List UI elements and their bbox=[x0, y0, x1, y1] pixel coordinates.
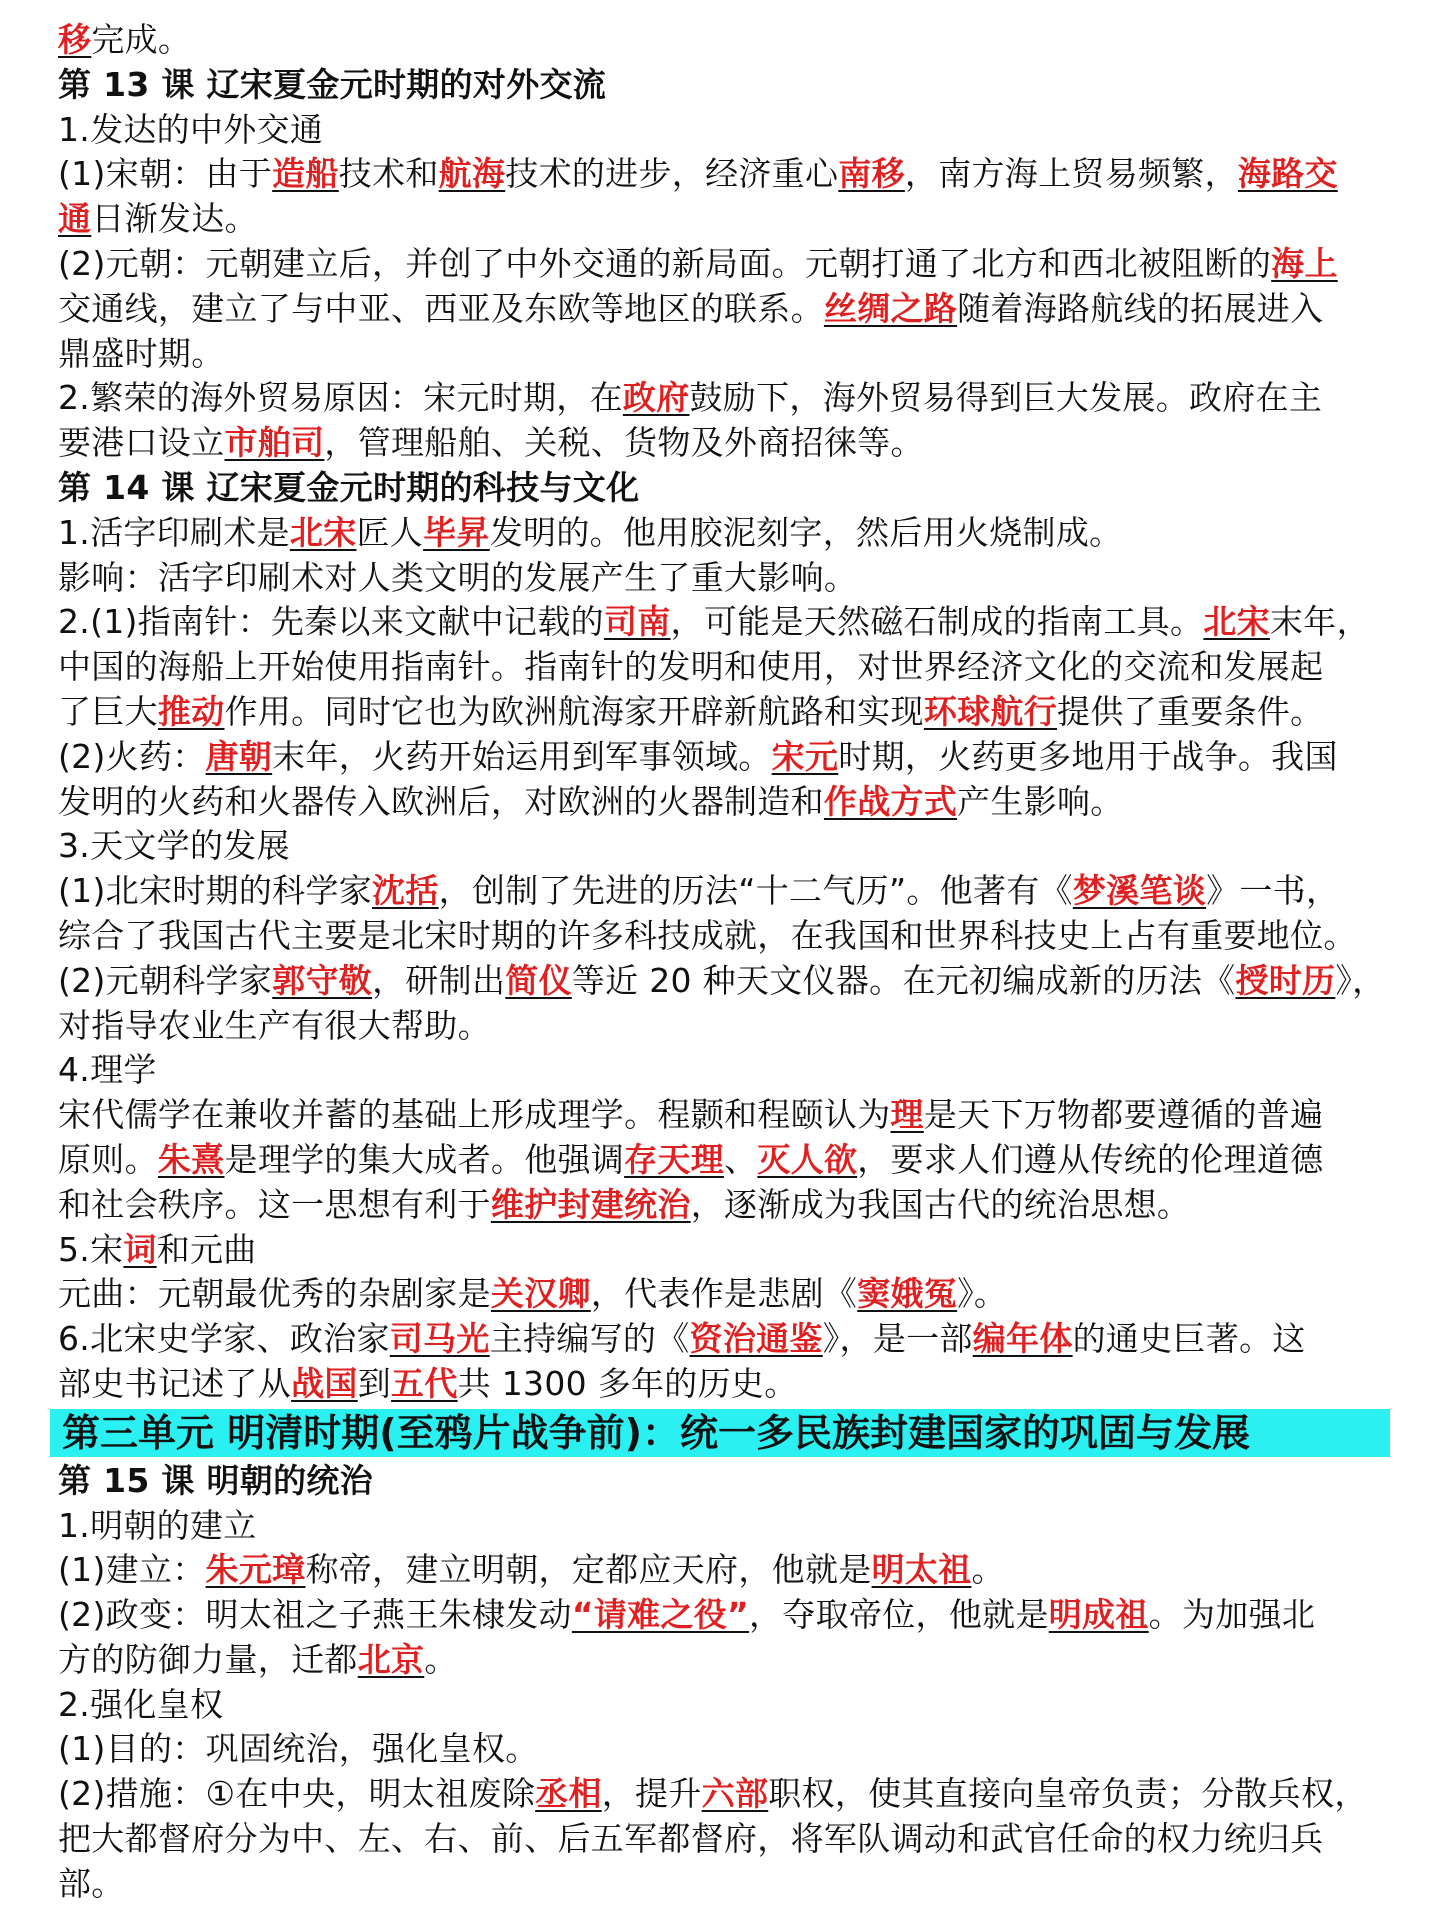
text-line bbox=[58, 287, 1394, 332]
text-segment: 日渐发达。 bbox=[91, 199, 258, 239]
keyword-highlight: 推动 bbox=[157, 691, 225, 731]
text-segment: 6.北宋史学家、政治家 bbox=[58, 1319, 390, 1359]
text-segment: 1.明朝的建立 bbox=[58, 1505, 257, 1545]
text-segment: 等近 20 种天文仪器。在元初编成新的历法《 bbox=[571, 960, 1236, 1000]
keyword-highlight: 南移 bbox=[838, 154, 905, 194]
lesson-heading bbox=[58, 1459, 1394, 1504]
text-segment: 2.(1)指南针：先秦以来文献中记载的 bbox=[58, 602, 604, 642]
text-segment: 随着海路航线的拓展进入 bbox=[957, 288, 1324, 328]
text-line bbox=[58, 1317, 1394, 1362]
text-segment: 2.繁荣的海外贸易原因：宋元时期，在 bbox=[58, 378, 623, 418]
text-segment: 是天下万物都要遵循的普遍 bbox=[923, 1095, 1324, 1135]
text-segment: 主持编写的《 bbox=[489, 1319, 690, 1359]
text-segment: 了巨大 bbox=[58, 691, 158, 731]
keyword-highlight: 北宋 bbox=[289, 512, 357, 552]
text-segment: ，南方海上贸易频繁， bbox=[904, 154, 1238, 194]
keyword-highlight: 词 bbox=[123, 1229, 157, 1269]
keyword-highlight: 存天理 bbox=[624, 1139, 725, 1179]
text-segment: 2.强化皇权 bbox=[58, 1684, 224, 1724]
keyword-highlight: 窦娥冤 bbox=[857, 1274, 958, 1314]
keyword-highlight: 授时历 bbox=[1235, 960, 1336, 1000]
keyword-highlight: 丝绸之路 bbox=[823, 288, 958, 328]
text-line bbox=[58, 1772, 1394, 1817]
keyword-highlight: 司南 bbox=[603, 602, 671, 642]
keyword-highlight: 丞相 bbox=[535, 1774, 602, 1814]
text-segment: 的通史巨著。这 bbox=[1072, 1319, 1306, 1359]
keyword-highlight: 移 bbox=[58, 20, 92, 59]
keyword-highlight: 海上 bbox=[1271, 243, 1338, 283]
lesson-heading bbox=[58, 466, 1394, 511]
text-segment: 称帝，建立明朝，定都应天府，他就是 bbox=[305, 1550, 872, 1590]
text-segment: 把大都督府分为中、左、右、前、后五军都督府，将军队调动和武官任命的权力统归兵 bbox=[58, 1819, 1324, 1859]
text-segment: (2)措施：①在中央，明太祖废除 bbox=[58, 1774, 536, 1814]
text-segment: 产生影响。 bbox=[957, 781, 1124, 821]
keyword-highlight: 造船 bbox=[272, 154, 339, 194]
text-segment: 和元曲 bbox=[156, 1229, 257, 1269]
keyword-highlight: 政府 bbox=[622, 378, 690, 418]
text-line bbox=[58, 1727, 1394, 1772]
text-line bbox=[58, 108, 1394, 153]
text-segment: ，研制出 bbox=[372, 960, 506, 1000]
text-line bbox=[58, 421, 1394, 466]
text-segment: 。为加强北 bbox=[1148, 1595, 1316, 1635]
keyword-highlight: 理 bbox=[890, 1095, 924, 1135]
text-segment: 综合了我国古代主要是北宋时期的许多科技成就，在我国和世界科技史上占有重要地位。 bbox=[58, 915, 1357, 955]
text-segment: 末年，火药开始运用到军事领域。 bbox=[272, 736, 772, 776]
keyword-highlight: 郭守敬 bbox=[272, 960, 373, 1000]
text-line bbox=[58, 914, 1394, 959]
text-line bbox=[58, 376, 1394, 421]
text-line bbox=[58, 824, 1394, 869]
text-line bbox=[58, 735, 1394, 780]
text-segment: (1)北宋时期的科学家 bbox=[58, 871, 373, 911]
text-segment: 发明的。他用胶泥刻字，然后用火烧制成。 bbox=[489, 512, 1123, 552]
text-segment: ，要求人们遵从传统的伦理道德 bbox=[857, 1139, 1324, 1179]
text-segment: (2)火药： bbox=[58, 736, 206, 776]
keyword-highlight: 六部 bbox=[701, 1774, 769, 1814]
text-line bbox=[58, 600, 1394, 645]
text-line bbox=[58, 1138, 1394, 1183]
keyword-highlight: 梦溪笔谈 bbox=[1072, 871, 1207, 911]
text-line bbox=[58, 780, 1394, 825]
text-segment: 时期，火药更多地用于战争。我国 bbox=[838, 736, 1338, 776]
text-line bbox=[58, 1228, 1394, 1273]
text-segment: 匠人 bbox=[356, 512, 424, 552]
keyword-highlight: 毕昇 bbox=[423, 512, 490, 552]
text-segment: 第 14 课 辽宋夏金元时期的科技与文化 bbox=[58, 467, 640, 507]
text-segment: 是理学的集大成者。他强调 bbox=[224, 1139, 625, 1179]
text-line bbox=[58, 197, 1394, 242]
text-segment: 中国的海船上开始使用指南针。指南针的发明和使用，对世界经济文化的交流和发展起 bbox=[58, 647, 1324, 687]
keyword-highlight: 简仪 bbox=[505, 960, 572, 1000]
text-line bbox=[58, 1683, 1394, 1728]
text-line bbox=[58, 242, 1394, 287]
text-segment: ，夺取帝位，他就是 bbox=[749, 1595, 1049, 1635]
keyword-highlight: 维护封建统治 bbox=[490, 1184, 691, 1224]
keyword-highlight: 资治通鉴 bbox=[689, 1319, 823, 1359]
keyword-highlight: 明太祖 bbox=[871, 1550, 972, 1590]
text-segment: 鼓励下，海外贸易得到巨大发展。政府在主 bbox=[689, 378, 1323, 418]
text-line bbox=[58, 556, 1394, 601]
text-segment: 1.活字印刷术是 bbox=[58, 512, 290, 552]
text-line bbox=[58, 1048, 1394, 1093]
text-line bbox=[58, 511, 1394, 556]
keyword-highlight: 通 bbox=[58, 199, 92, 239]
keyword-highlight: 航海 bbox=[438, 154, 506, 194]
text-segment: 技术和 bbox=[338, 154, 439, 194]
text-segment: 完成。 bbox=[91, 20, 192, 59]
text-segment: (1)目的：巩固统治，强化皇权。 bbox=[58, 1729, 539, 1769]
keyword-highlight: 北宋 bbox=[1203, 602, 1270, 642]
text-segment: 4.理学 bbox=[58, 1050, 157, 1090]
text-segment: 共 1300 多年的历史。 bbox=[457, 1363, 798, 1403]
text-segment: 原则。 bbox=[58, 1139, 158, 1179]
text-line bbox=[58, 1362, 1394, 1407]
text-line bbox=[58, 1504, 1394, 1549]
text-segment: 部。 bbox=[58, 1863, 125, 1903]
text-segment: ，逐渐成为我国古代的统治思想。 bbox=[690, 1184, 1191, 1224]
keyword-highlight: 唐朝 bbox=[205, 736, 273, 776]
keyword-highlight: 环球航行 bbox=[923, 691, 1058, 731]
text-segment: 末年， bbox=[1269, 602, 1370, 642]
text-segment: 方的防御力量，迁都 bbox=[58, 1639, 358, 1679]
text-segment: ，提升 bbox=[601, 1774, 702, 1814]
text-segment: 要港口设立 bbox=[58, 423, 225, 463]
text-segment: 》， bbox=[1335, 960, 1386, 1000]
text-segment: 5.宋 bbox=[58, 1229, 124, 1269]
text-segment: ，可能是天然磁石制成的指南工具。 bbox=[670, 602, 1204, 642]
keyword-highlight: 朱元璋 bbox=[205, 1550, 306, 1590]
text-segment: ，创制了先进的历法“十二气历”。他著有《 bbox=[438, 871, 1073, 911]
text-segment: 宋代儒学在兼收并蓄的基础上形成理学。程颢和程颐认为 bbox=[58, 1095, 891, 1135]
text-segment: 发明的火药和火器传入欧洲后，对欧洲的火器制造和 bbox=[58, 781, 824, 821]
text-segment: 》。 bbox=[957, 1274, 1008, 1314]
unit-banner bbox=[50, 1409, 1390, 1457]
text-segment: 第三单元 明清时期(至鸦片战争前)：统一多民族封建国家的巩固与发展 bbox=[62, 1410, 1250, 1455]
keyword-highlight: 战国 bbox=[291, 1363, 358, 1403]
text-line bbox=[58, 1593, 1394, 1638]
text-line bbox=[58, 645, 1394, 690]
text-segment: 和社会秩序。这一思想有利于 bbox=[58, 1184, 491, 1224]
text-segment: ，代表作是悲剧《 bbox=[590, 1274, 858, 1314]
keyword-highlight: 市舶司 bbox=[224, 423, 325, 463]
text-segment: 1.发达的中外交通 bbox=[58, 109, 324, 149]
text-segment: 对指导农业生产有很大帮助。 bbox=[58, 1005, 491, 1045]
text-segment: (2)元朝：元朝建立后，并创了中外交通的新局面。元朝打通了北方和西北被阻断的 bbox=[58, 243, 1272, 283]
text-line bbox=[58, 1638, 1394, 1683]
keyword-highlight: 宋元 bbox=[771, 736, 839, 776]
text-segment: ，管理船舶、关税、货物及外商招徕等。 bbox=[324, 423, 924, 463]
keyword-highlight: 朱熹 bbox=[157, 1139, 225, 1179]
text-line bbox=[58, 959, 1394, 1004]
text-line bbox=[58, 1183, 1394, 1228]
keyword-highlight: 作战方式 bbox=[823, 781, 958, 821]
text-line bbox=[58, 1093, 1394, 1138]
keyword-highlight: 沈括 bbox=[372, 871, 439, 911]
text-segment: 鼎盛时期。 bbox=[58, 333, 225, 373]
text-segment: 到 bbox=[357, 1363, 392, 1403]
text-segment: 》一书， bbox=[1206, 871, 1340, 911]
text-line bbox=[58, 18, 1394, 63]
keyword-highlight: 灭人欲 bbox=[757, 1139, 858, 1179]
keyword-highlight: “请难之役” bbox=[571, 1595, 750, 1635]
text-segment: 第 13 课 辽宋夏金元时期的对外交流 bbox=[58, 64, 607, 104]
keyword-highlight: 明成祖 bbox=[1048, 1595, 1149, 1635]
text-segment: (1)建立： bbox=[58, 1550, 206, 1590]
keyword-highlight: 五代 bbox=[391, 1363, 458, 1403]
text-line bbox=[58, 1862, 1394, 1907]
text-segment: (2)元朝科学家 bbox=[58, 960, 273, 1000]
text-segment: 3.天文学的发展 bbox=[58, 826, 290, 866]
text-segment: 。 bbox=[424, 1639, 458, 1679]
text-segment: 》，是一部 bbox=[822, 1319, 973, 1359]
text-line bbox=[58, 332, 1394, 377]
text-line bbox=[58, 1272, 1394, 1317]
keyword-highlight: 北京 bbox=[357, 1639, 425, 1679]
text-segment: 交通线，建立了与中亚、西亚及东欧等地区的联系。 bbox=[58, 288, 824, 328]
text-line bbox=[58, 1548, 1394, 1593]
keyword-highlight: 编年体 bbox=[972, 1319, 1073, 1359]
lesson-heading bbox=[58, 63, 1394, 108]
text-line bbox=[58, 869, 1394, 914]
text-line bbox=[58, 152, 1394, 197]
text-segment: (1)宋朝：由于 bbox=[58, 154, 273, 194]
text-segment: 影响：活字印刷术对人类文明的发展产生了重大影响。 bbox=[58, 557, 858, 597]
text-segment: 元曲：元朝最优秀的杂剧家是 bbox=[58, 1274, 491, 1314]
text-segment: 。 bbox=[971, 1550, 1005, 1590]
document-page bbox=[58, 18, 1394, 1907]
text-line bbox=[58, 1817, 1394, 1862]
text-segment: 第 15 课 明朝的统治 bbox=[58, 1460, 373, 1500]
text-segment: 提供了重要条件。 bbox=[1057, 691, 1324, 731]
text-line bbox=[58, 690, 1394, 735]
text-segment: 部史书记述了从 bbox=[58, 1363, 292, 1403]
keyword-highlight: 关汉卿 bbox=[490, 1274, 591, 1314]
keyword-highlight: 司马光 bbox=[389, 1319, 490, 1359]
keyword-highlight: 海路交 bbox=[1237, 154, 1338, 194]
text-segment: 技术的进步，经济重心 bbox=[505, 154, 839, 194]
text-segment: 作用。同时它也为欧洲航海家开辟新航路和实现 bbox=[224, 691, 924, 731]
text-line bbox=[58, 1004, 1394, 1049]
text-segment: 、 bbox=[724, 1139, 758, 1179]
text-segment: 职权，使其直接向皇帝负责；分散兵权， bbox=[768, 1774, 1368, 1814]
text-segment: (2)政变：明太祖之子燕王朱棣发动 bbox=[58, 1595, 572, 1635]
